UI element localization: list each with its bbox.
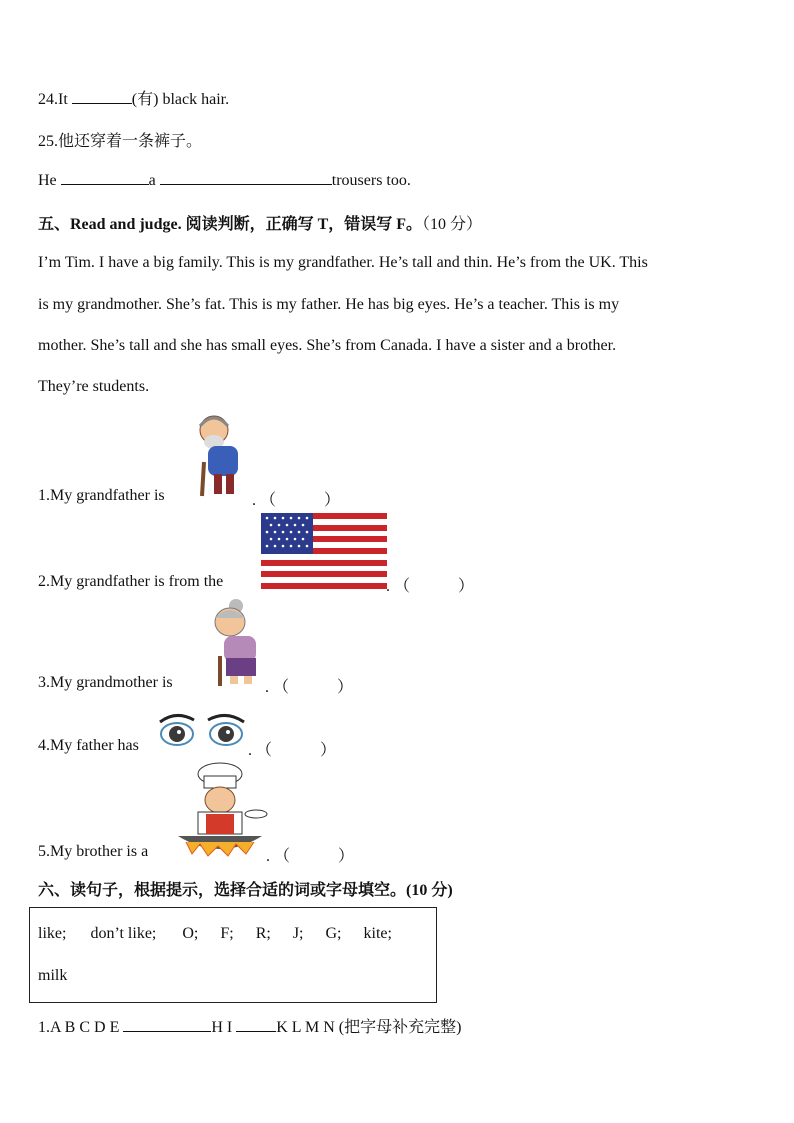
question-text: black hair. (158, 91, 230, 108)
section-title: 五、Read and judge. 阅读判断，正确写 T，错误写 F。 (38, 216, 423, 233)
answer-blank[interactable] (72, 89, 132, 104)
answer-parentheses[interactable]: （ ） (260, 492, 341, 509)
judge-item-2 (38, 573, 223, 591)
word-bank-row-2 (38, 967, 67, 985)
item-text: 2.My grandfather is from the (38, 573, 224, 590)
section-6-heading: 六、读句子，根据提示，选择合适的词或字母填空。(10 分) (38, 882, 453, 899)
word-bank-item: don’t like; (90, 925, 157, 942)
usa-flag-icon (261, 513, 387, 589)
big-eyes-icon (158, 712, 246, 752)
question-25-prompt: 25.他还穿着一条裤子。 (38, 133, 203, 150)
word-bank-item: like; (38, 925, 67, 942)
word: He (38, 172, 61, 189)
question-6-1 (38, 1014, 461, 1037)
judge-item-5-end (266, 843, 354, 866)
passage-line: I’m Tim. I have a big family. This is my grandfather. He’s tall and thin. He’s from the UK. This (38, 254, 648, 271)
period: . (248, 742, 252, 759)
answer-parentheses[interactable]: （ ） (274, 848, 355, 865)
word-bank-row-1 (38, 925, 392, 943)
section-score: （10 分） (422, 216, 483, 233)
period: . (266, 848, 270, 865)
word: a (148, 172, 160, 189)
judge-item-5 (38, 843, 148, 861)
answer-parentheses[interactable]: （ ） (394, 578, 475, 595)
passage-line: They’re students. (38, 378, 150, 395)
period: . (265, 679, 269, 696)
period: . (252, 492, 256, 509)
word-bank-box (29, 907, 437, 1003)
word-bank-item: F; (220, 925, 234, 942)
period: . (386, 578, 390, 595)
word-bank-item: J; (292, 925, 304, 942)
question-25-answer (38, 170, 411, 190)
answer-parentheses[interactable]: （ ） (273, 679, 354, 696)
question-text: 1.A B C D E (38, 1019, 124, 1036)
hint: (有) (131, 91, 159, 108)
judge-item-2-end (386, 573, 474, 596)
question-text: K L M N (把字母补充完整) (276, 1019, 462, 1036)
question-24 (38, 86, 229, 109)
item-text: 5.My brother is a (38, 843, 149, 860)
answer-blank[interactable] (123, 1017, 211, 1032)
word-bank-item: kite; (363, 925, 392, 942)
chef-icon (172, 762, 268, 860)
word-bank-item: milk (38, 967, 68, 984)
old-man-icon (190, 412, 250, 500)
passage-line: is my grandmother. She’s fat. This is my father. He has big eyes. He’s a teacher. This is my (38, 296, 620, 313)
item-text: 4.My father has (38, 737, 139, 754)
section-5-heading (38, 211, 482, 234)
word-bank-item: R; (255, 925, 271, 942)
answer-blank[interactable] (61, 170, 149, 185)
word-bank-item: G; (325, 925, 342, 942)
answer-blank[interactable] (236, 1017, 276, 1032)
word: trousers too. (331, 172, 411, 189)
item-text: 1.My grandfather is (38, 487, 165, 504)
judge-item-4 (38, 737, 139, 755)
judge-item-4-end (248, 737, 336, 760)
judge-item-3 (38, 674, 173, 692)
judge-item-1 (38, 487, 165, 505)
word-bank-item: O; (182, 925, 199, 942)
passage-line: mother. She’s tall and she has small eyes. She’s from Canada. I have a sister and a brother. (38, 337, 617, 354)
judge-item-1-end (252, 487, 340, 510)
item-text: 3.My grandmother is (38, 674, 173, 691)
old-woman-icon (200, 598, 266, 688)
answer-blank[interactable] (160, 170, 332, 185)
answer-parentheses[interactable]: （ ） (256, 742, 337, 759)
question-text: H I (211, 1019, 237, 1036)
judge-item-3-end (265, 674, 353, 697)
question-text: 24.It (38, 91, 72, 108)
